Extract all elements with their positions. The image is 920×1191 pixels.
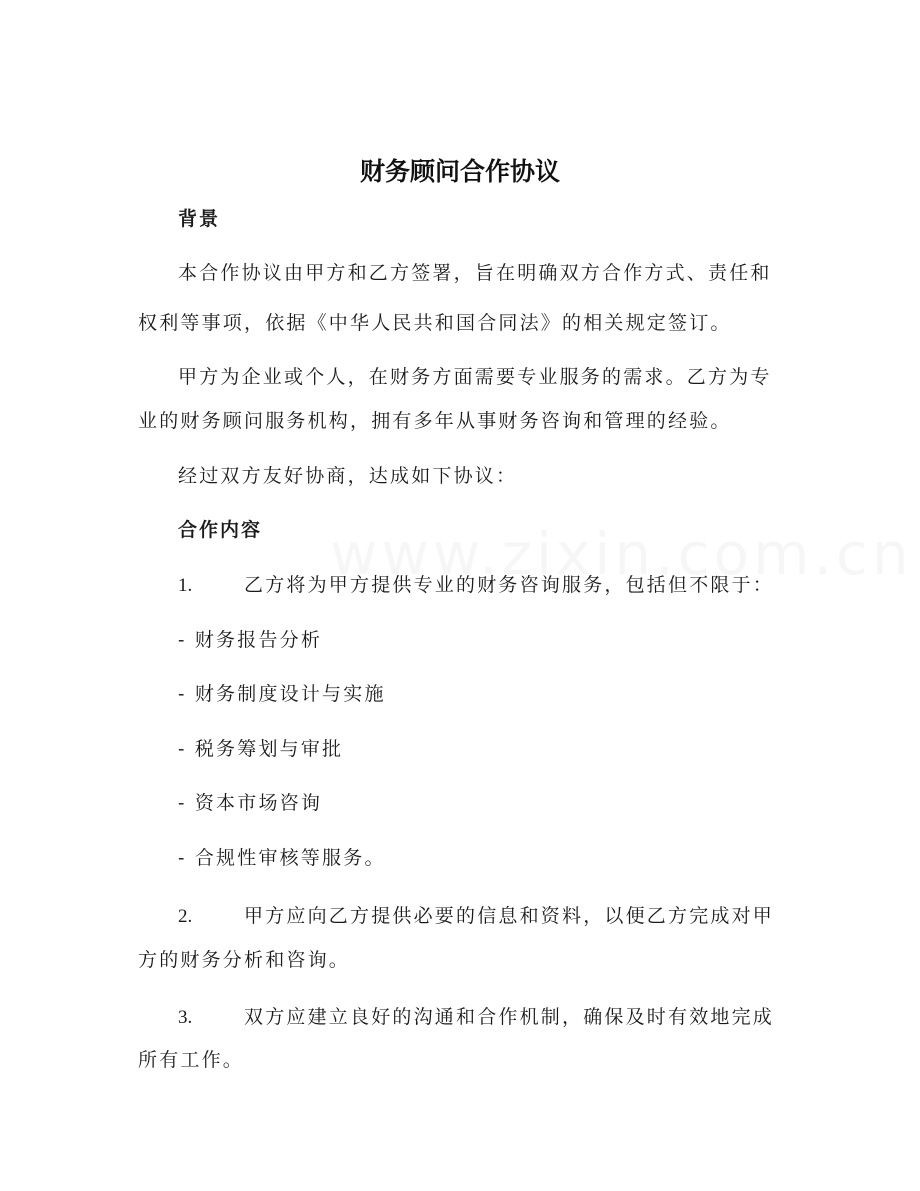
list-item-3-number: 3. (178, 1007, 193, 1028)
list-item-3-line-2: 所有工作。 (138, 1049, 245, 1071)
bullet-1: - 财务报告分析 (178, 629, 323, 651)
paragraph-2-line-2: 业的财务顾问服务机构，拥有多年从事财务咨询和管理的经验。 (138, 410, 732, 432)
list-item-3 (178, 1004, 774, 1031)
bullet-3: - 税务筹划与审批 (178, 738, 344, 760)
list-item-2-line-2: 方的财务分析和咨询。 (138, 949, 351, 971)
paragraph-2-line-1: 甲方为企业或个人，在财务方面需要专业服务的需求。乙方为专 (178, 366, 772, 388)
bullet-4: - 资本市场咨询 (178, 792, 323, 814)
bullet-2: - 财务制度设计与实施 (178, 683, 386, 705)
paragraph-1-line-1: 本合作协议由甲方和乙方签署，旨在明确双方合作方式、责任和 (178, 262, 772, 284)
section-heading-content: 合作内容 (178, 519, 263, 541)
document-title: 财务顾问合作协议 (359, 157, 560, 186)
list-item-1-text: 乙方将为甲方提供专业的财务咨询服务，包括但不限于： (244, 574, 775, 596)
paragraph-1-line-2: 权利等事项，依据《中华人民共和国合同法》的相关规定签订。 (138, 312, 732, 334)
list-item-2-number: 2. (178, 906, 193, 927)
list-item-1-number: 1. (178, 575, 193, 596)
list-item-1 (178, 572, 774, 599)
bullet-5: - 合规性审核等服务。 (178, 847, 386, 869)
list-item-3-text: 双方应建立良好的沟通和合作机制，确保及时有效地完成 (244, 1006, 775, 1028)
paragraph-3-line-1: 经过双方友好协商，达成如下协议： (178, 465, 518, 487)
list-item-2 (178, 903, 774, 930)
list-item-2-text: 甲方应向乙方提供必要的信息和资料，以便乙方完成对甲 (244, 905, 775, 927)
section-heading-background: 背景 (178, 208, 221, 230)
